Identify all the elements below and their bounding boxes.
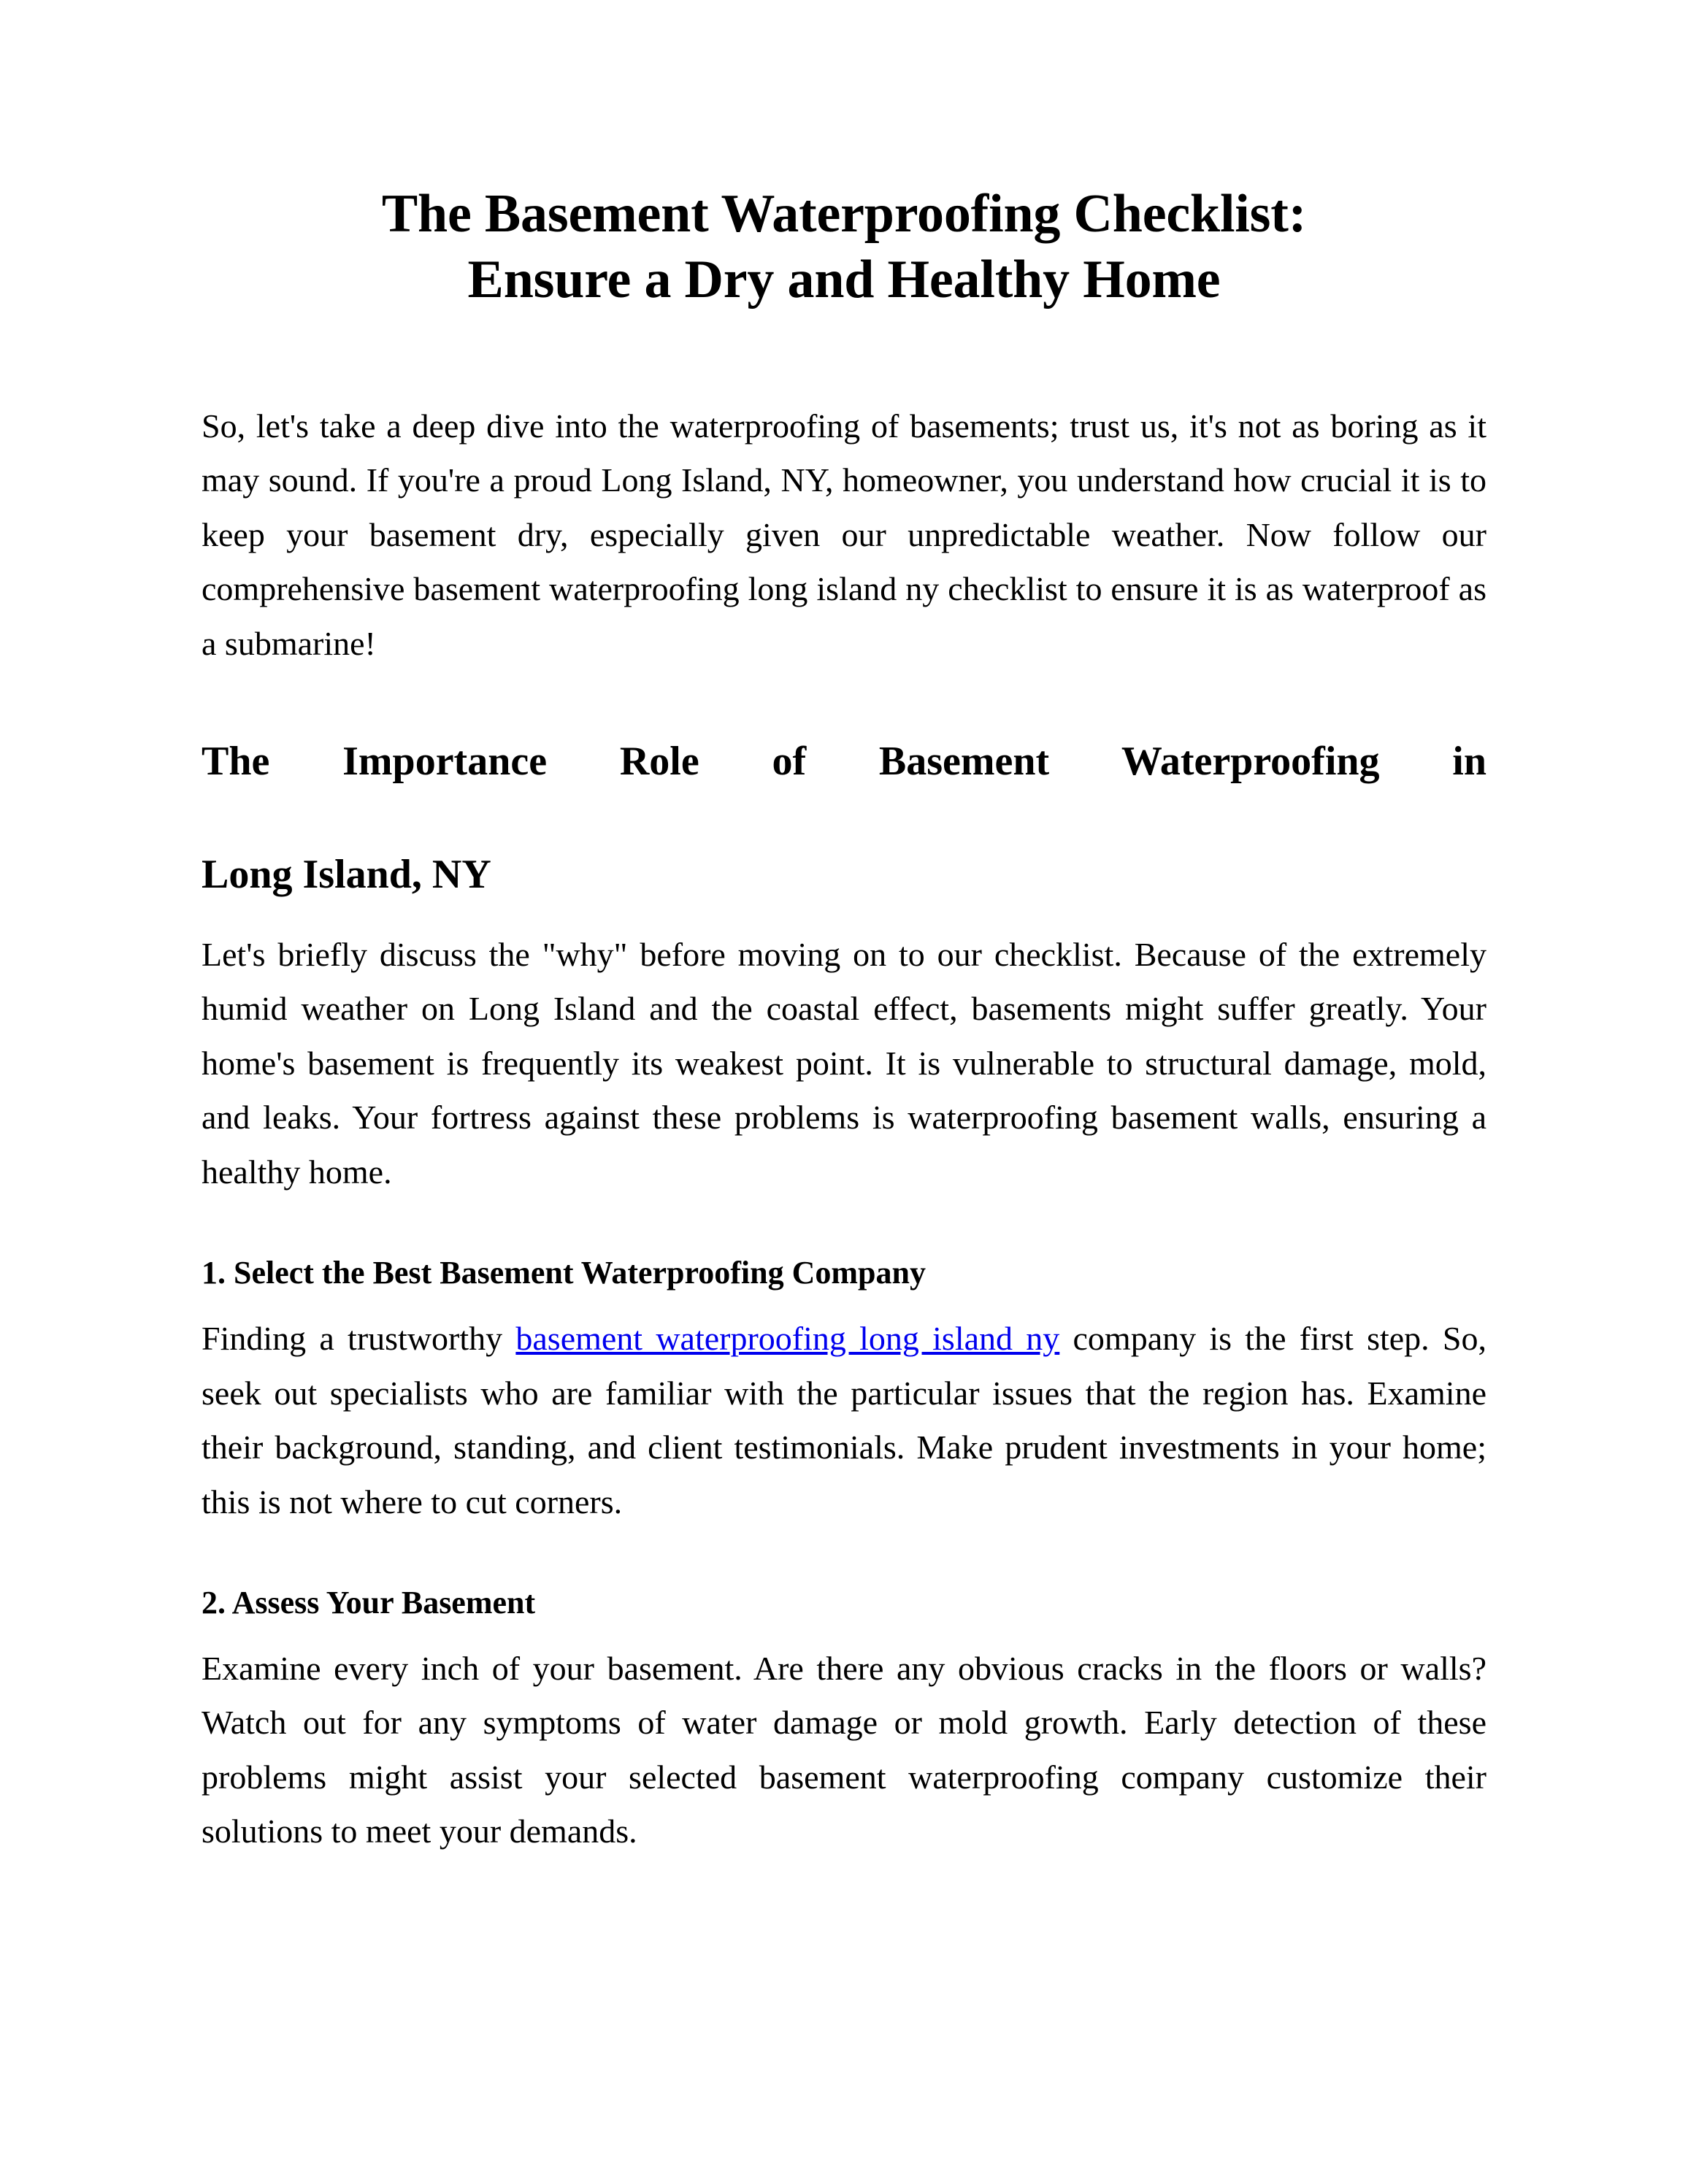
basement-waterproofing-link[interactable]: basement waterproofing long island ny <box>515 1320 1060 1358</box>
spacer-before-subheading-2 <box>202 1529 1486 1580</box>
spacer-after-subheading-2 <box>202 1626 1486 1642</box>
page-title <box>202 0 1486 313</box>
intro-paragraph: So, let's take a deep dive into the waterproofing of basements; trust us, it's not as boring as it may sound. If you're a proud Long Island, NY, homeowner, you understand how crucial it is to keep your basement dry, especially given our unpredictable weather. Now follow our comprehensive basement waterproofing long island ny checklist to ensure it is as waterproof as a submarine! <box>202 407 1486 662</box>
page-title-line-1: The Basement Waterproofing Checklist: <box>381 184 1307 244</box>
spacer-after-section-heading <box>202 903 1486 928</box>
section-paragraph: Let's briefly discuss the "why" before moving on to our checklist. Because of the extremely humid weather on Long Island and the coastal effect, basements might suffer greatly. Your home's basement is frequently its weakest point. It is vulnerable to structural damage, mold, and leaks. Your fortress against these problems is waterproofing basement walls, ensuring a healthy home. <box>202 935 1486 1191</box>
document-content <box>202 0 1486 1859</box>
paragraph-select-company <box>202 1312 1486 1529</box>
spacer-after-subheading-1 <box>202 1296 1486 1312</box>
paragraph-text-after-link: company is the first step. So, seek out specialists who are familiar with the particular issues that the region has. Examine their background, standing, and client testimonials. Make prudent investments in your home; this is not where to cut corners. <box>202 1320 1486 1520</box>
subheading-assess-basement: 2. Assess Your Basement <box>202 1585 536 1621</box>
paragraph-assess-basement: Examine every inch of your basement. Are there any obvious cracks in the floors or walls? Watch out for any symptoms of water damage or mold growth. Early detection of these problems might assist your selected basement waterproofing company customize their solutions to meet your demands. <box>202 1649 1486 1850</box>
section-heading <box>202 734 1486 903</box>
page-title-line-2: Ensure a Dry and Healthy Home <box>467 250 1221 310</box>
spacer-before-subheading-1 <box>202 1199 1486 1250</box>
subheading-select-company: 1. Select the Best Basement Waterproofing Company <box>202 1255 926 1291</box>
section-heading-line-1: The Importance Role of Basement Waterproofing in <box>202 739 1486 785</box>
section-heading-line-2: Long Island, NY <box>202 851 491 897</box>
spacer-after-title <box>202 313 1486 399</box>
paragraph-text-before-link: Finding a trustworthy <box>202 1320 516 1358</box>
spacer-before-section-heading <box>202 671 1486 734</box>
